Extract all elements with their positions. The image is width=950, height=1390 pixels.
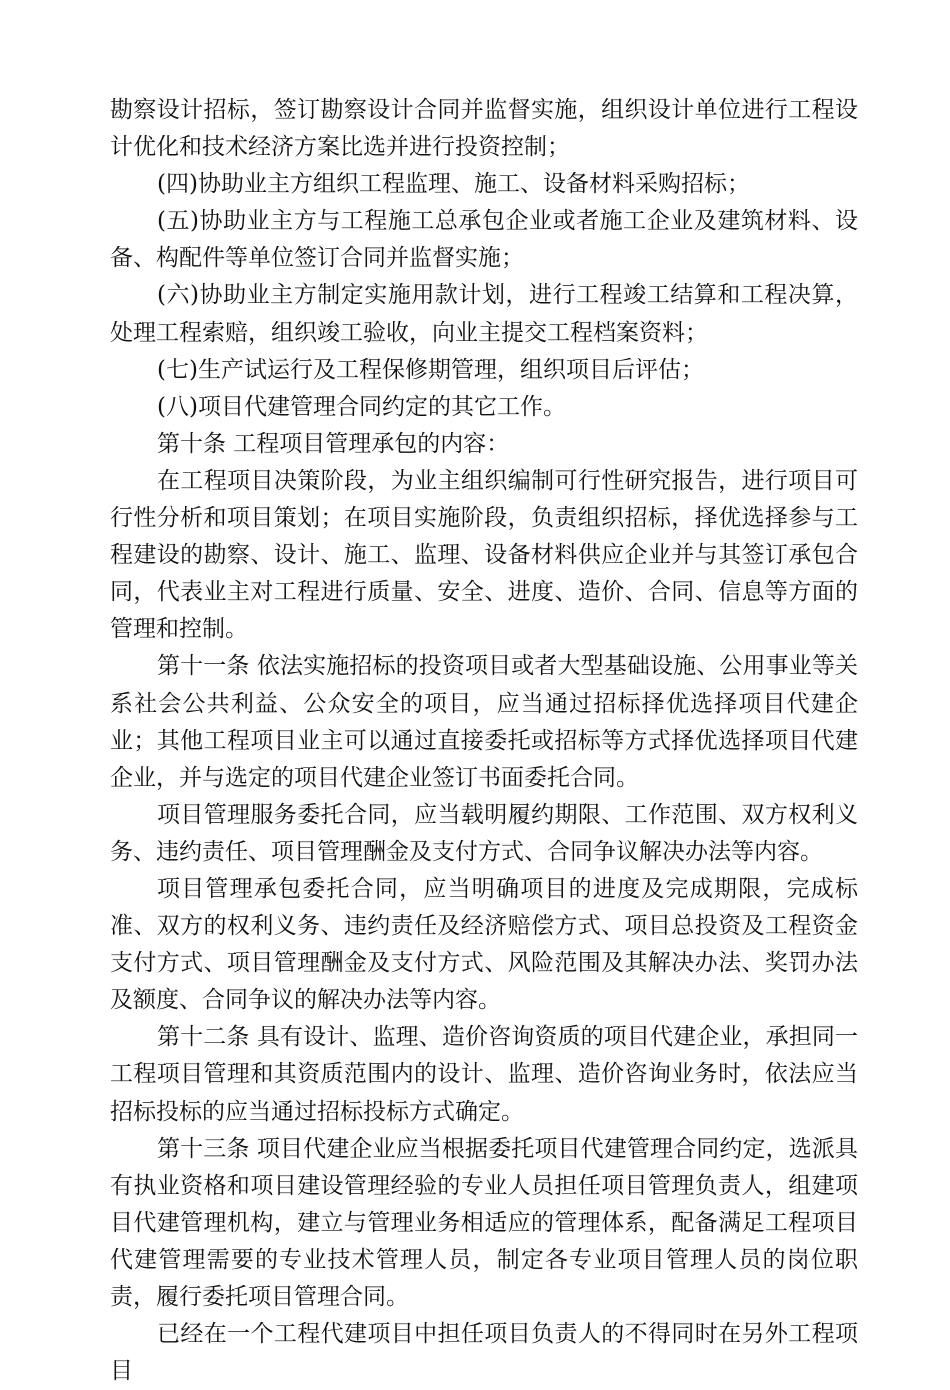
article-10-heading: 第十条 工程项目管理承包的内容：: [157, 430, 510, 457]
article-13: 第十三条 项目代建企业应当根据委托项目代建管理合同约定，选派具有执业资格和项目建设管理经验的专业人员担任项目管理负责人，组建项目代建管理机构，建立与管理业务相适应的管理体系，配备满足工程项目代建管理需要的专业技术管理人员，制定各专业项目管理人员的岗位职责，履行委托项目管理合同。: [110, 1135, 858, 1310]
paragraph-item-7: (七)生产试运行及工程保修期管理，组织项目后评估；: [157, 356, 704, 383]
paragraph-item-6: (六)协助业主方制定实施用款计划，进行工程竣工结算和工程决算，处理工程索赔，组织竣工验收，向业主提交工程档案资料；: [110, 282, 858, 346]
paragraph-item-8: (八)项目代建管理合同约定的其它工作。: [157, 393, 566, 420]
paragraph-item-5: (五)协助业主方与工程施工总承包企业或者施工企业及建筑材料、设备、构配件等单位签订合同并监督实施；: [110, 208, 858, 272]
paragraph-item-4: (四)协助业主方组织工程监理、施工、设备材料采购招标；: [157, 171, 750, 198]
document-body: [110, 92, 858, 1390]
paragraph-continuation: 勘察设计招标，签订勘察设计合同并监督实施，组织设计单位进行工程设计优化和技术经济方案比选并进行投资控制；: [110, 97, 858, 161]
article-11-contracting-contract: 项目管理承包委托合同，应当明确项目的进度及完成期限，完成标准、双方的权利义务、违约责任及经济赔偿方式、项目总投资及工程资金支付方式、项目管理酬金及支付方式、风险范围及其解决办法、奖罚办法及额度、合同争议的解决办法等内容。: [110, 875, 858, 1014]
article-12: 第十二条 具有设计、监理、造价咨询资质的项目代建企业，承担同一工程项目管理和其资质范围内的设计、监理、造价咨询业务时，依法应当招标投标的应当通过招标投标方式确定。: [110, 1024, 858, 1125]
paragraph-trailing: 已经在一个工程代建项目中担任项目负责人的不得同时在另外工程项目: [110, 1321, 858, 1385]
article-11: 第十一条 依法实施招标的投资项目或者大型基础设施、公用事业等关系社会公共利益、公众安全的项目，应当通过招标择优选择项目代建企业；其他工程项目业主可以通过直接委托或招标等方式择优选择项目代建企业，并与选定的项目代建企业签订书面委托合同。: [110, 653, 858, 791]
article-10-body: 在工程项目决策阶段，为业主组织编制可行性研究报告，进行项目可行性分析和项目策划；在项目实施阶段，负责组织招标，择优选择参与工程建设的勘察、设计、施工、监理、设备材料供应企业并与其签订承包合同，代表业主对工程进行质量、安全、进度、造价、合同、信息等方面的管理和控制。: [110, 467, 858, 643]
article-11-service-contract: 项目管理服务委托合同，应当载明履约期限、工作范围、双方权利义务、违约责任、项目管理酬金及支付方式、合同争议解决办法等内容。: [110, 801, 858, 865]
